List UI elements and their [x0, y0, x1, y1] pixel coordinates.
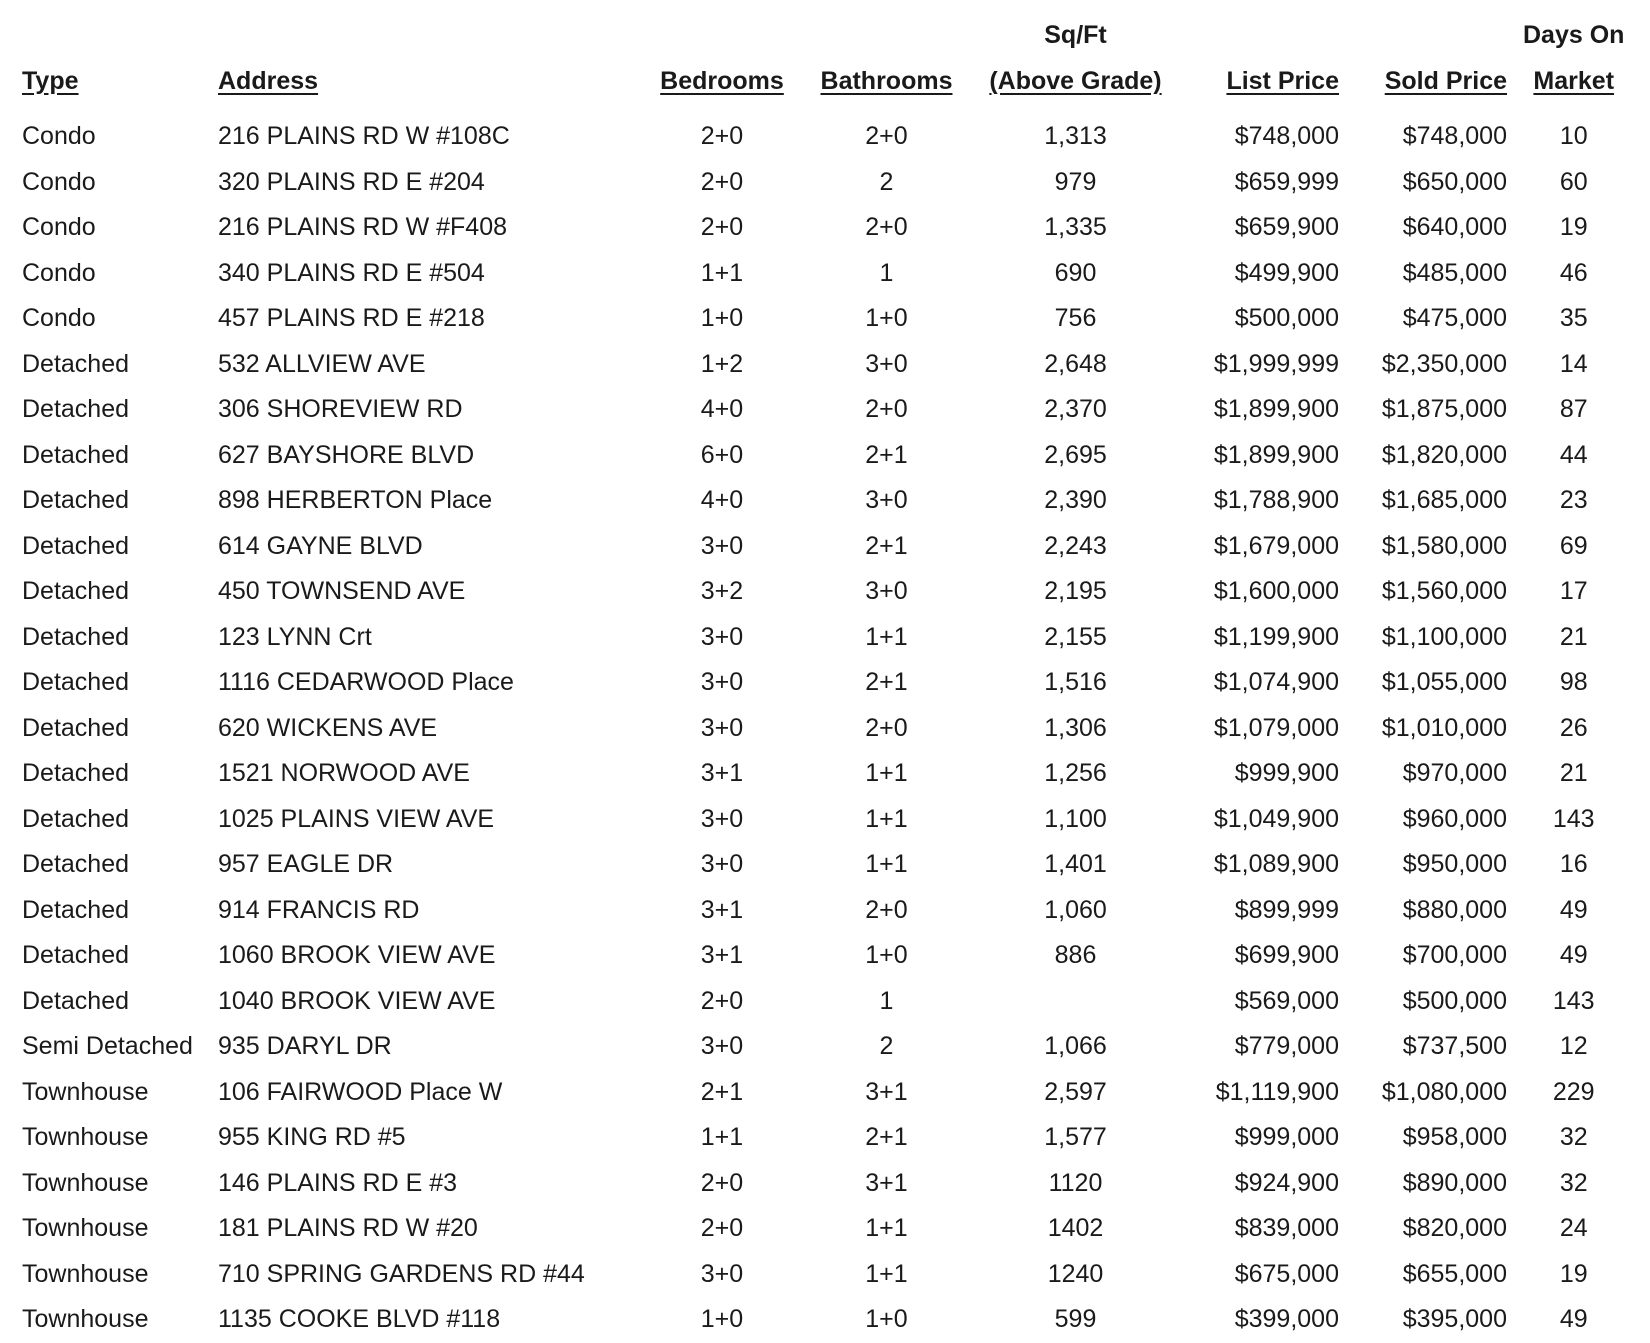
cell-sold-price: $748,000 — [1402, 122, 1507, 151]
cell-sold-price: $970,000 — [1402, 759, 1507, 788]
cell-bedrooms: 3+0 — [700, 531, 744, 560]
cell-sold-price: $1,875,000 — [1381, 395, 1507, 424]
cell-sold-price: $475,000 — [1402, 304, 1507, 333]
cell-list-price: $1,199,900 — [1213, 622, 1339, 651]
header-spacer — [650, 12, 794, 58]
table-row — [14, 1161, 1632, 1207]
cell-bathrooms: 2+0 — [865, 895, 908, 924]
cell-days-on-market: 143 — [1552, 986, 1595, 1015]
cell-days-on-market: 12 — [1559, 1032, 1588, 1061]
cell-bedrooms: 3+1 — [700, 895, 744, 924]
cell-address: 457 PLAINS RD E #218 — [218, 304, 485, 333]
cell-list-price: $699,900 — [1234, 941, 1339, 970]
cell-sold-price: $700,000 — [1402, 941, 1507, 970]
cell-days-on-market: 32 — [1559, 1123, 1588, 1152]
table-row — [14, 108, 1632, 160]
cell-sqft: 886 — [1054, 941, 1097, 970]
cell-type: Detached — [22, 941, 130, 970]
header-type-label: Type — [22, 67, 79, 95]
cell-sold-price: $485,000 — [1402, 258, 1507, 287]
cell-sqft: 2,155 — [1044, 622, 1107, 651]
cell-sqft: 1,256 — [1044, 759, 1107, 788]
cell-list-price: $1,119,900 — [1215, 1077, 1339, 1106]
cell-type: Detached — [22, 895, 130, 924]
cell-sold-price: $1,580,000 — [1381, 531, 1507, 560]
cell-bedrooms: 2+0 — [700, 213, 744, 242]
table-row — [14, 1206, 1632, 1252]
cell-list-price: $1,074,900 — [1213, 668, 1339, 697]
cell-bathrooms: 2+1 — [865, 440, 908, 469]
cell-sqft: 2,390 — [1044, 486, 1107, 515]
cell-sold-price: $2,350,000 — [1381, 349, 1507, 378]
cell-sqft — [979, 979, 1172, 1025]
header-spacer — [1347, 12, 1515, 58]
cell-sold-price: $1,010,000 — [1381, 713, 1507, 742]
cell-type: Townhouse — [22, 1123, 149, 1152]
cell-list-price: $924,900 — [1234, 1168, 1339, 1197]
cell-bedrooms: 3+0 — [700, 1032, 744, 1061]
cell-list-price: $839,000 — [1234, 1214, 1339, 1243]
header-sqft — [979, 58, 1172, 108]
cell-address: 216 PLAINS RD W #108C — [218, 122, 510, 151]
cell-bedrooms: 3+0 — [700, 850, 744, 879]
cell-days-on-market: 32 — [1559, 1168, 1588, 1197]
cell-bathrooms: 2+0 — [865, 213, 908, 242]
cell-sqft: 2,648 — [1044, 349, 1107, 378]
cell-bathrooms: 2+1 — [865, 668, 908, 697]
cell-bathrooms: 1+0 — [865, 304, 908, 333]
table-row — [14, 296, 1632, 342]
cell-type: Townhouse — [22, 1305, 149, 1334]
table-row — [14, 751, 1632, 797]
cell-days-on-market: 16 — [1559, 850, 1588, 879]
table-row — [14, 1297, 1632, 1343]
cell-bathrooms: 2+1 — [865, 531, 908, 560]
header-sold-price-label: Sold Price — [1384, 67, 1507, 95]
cell-address: 1116 CEDARWOOD Place — [218, 668, 514, 697]
table-row — [14, 615, 1632, 661]
cell-bedrooms: 4+0 — [700, 486, 744, 515]
cell-address: 106 FAIRWOOD Place W — [218, 1077, 503, 1106]
cell-sold-price: $820,000 — [1402, 1214, 1507, 1243]
header-spacer — [14, 12, 210, 58]
cell-list-price: $1,600,000 — [1213, 577, 1339, 606]
cell-address: 320 PLAINS RD E #204 — [218, 167, 485, 196]
cell-bathrooms: 3+0 — [865, 349, 908, 378]
cell-bedrooms: 4+0 — [700, 395, 744, 424]
cell-bedrooms: 6+0 — [700, 440, 744, 469]
cell-list-price: $999,000 — [1234, 1123, 1339, 1152]
cell-type: Condo — [22, 122, 96, 151]
cell-type: Townhouse — [22, 1077, 149, 1106]
cell-bedrooms: 2+0 — [700, 1214, 744, 1243]
cell-list-price: $500,000 — [1234, 304, 1339, 333]
cell-days-on-market: 17 — [1559, 577, 1588, 606]
cell-list-price: $1,089,900 — [1213, 850, 1339, 879]
cell-sqft: 2,695 — [1044, 440, 1107, 469]
cell-days-on-market: 21 — [1559, 622, 1588, 651]
sold-listings-table — [14, 12, 1632, 1343]
cell-sqft: 1120 — [1048, 1168, 1103, 1197]
cell-bathrooms: 1+0 — [865, 1305, 908, 1334]
cell-sqft: 1402 — [1047, 1214, 1104, 1243]
cell-list-price: $748,000 — [1234, 122, 1339, 151]
cell-list-price: $1,049,900 — [1213, 804, 1339, 833]
cell-days-on-market: 10 — [1559, 122, 1588, 151]
cell-list-price: $659,900 — [1234, 213, 1339, 242]
cell-type: Detached — [22, 486, 130, 515]
header-list-price-label: List Price — [1226, 67, 1339, 95]
cell-list-price: $1,679,000 — [1213, 531, 1339, 560]
cell-days-on-market: 14 — [1559, 349, 1588, 378]
cell-sold-price: $1,820,000 — [1381, 440, 1507, 469]
table-row — [14, 569, 1632, 615]
cell-bedrooms: 1+1 — [700, 258, 744, 287]
cell-sold-price: $395,000 — [1402, 1305, 1507, 1334]
table-row — [14, 933, 1632, 979]
table-row — [14, 251, 1632, 297]
cell-type: Detached — [22, 668, 130, 697]
cell-sold-price: $650,000 — [1402, 167, 1507, 196]
header-bathrooms-label: Bathrooms — [820, 67, 953, 95]
header-sold-price — [1347, 58, 1515, 108]
header-row-top — [14, 12, 1632, 58]
cell-bathrooms: 1+1 — [865, 759, 908, 788]
header-spacer — [1172, 12, 1347, 58]
cell-list-price: $1,079,000 — [1213, 713, 1339, 742]
cell-bedrooms: 2+0 — [700, 122, 744, 151]
header-sqft-top: Sq/Ft — [1044, 21, 1107, 49]
cell-type: Detached — [22, 986, 130, 1015]
cell-sqft: 1,100 — [1044, 804, 1107, 833]
cell-type: Townhouse — [22, 1168, 149, 1197]
cell-address: 614 GAYNE BLVD — [218, 531, 423, 560]
cell-bedrooms: 3+1 — [700, 941, 744, 970]
cell-sqft: 1,066 — [1044, 1032, 1107, 1061]
cell-sold-price: $958,000 — [1402, 1123, 1507, 1152]
table-row — [14, 1115, 1632, 1161]
cell-list-price: $569,000 — [1234, 986, 1339, 1015]
cell-days-on-market: 87 — [1559, 395, 1588, 424]
cell-days-on-market: 60 — [1559, 167, 1588, 196]
cell-sold-price: $950,000 — [1402, 850, 1507, 879]
cell-days-on-market: 49 — [1559, 1305, 1588, 1334]
cell-address: 935 DARYL DR — [218, 1032, 392, 1061]
cell-address: 955 KING RD #5 — [218, 1123, 406, 1152]
cell-sqft: 2,370 — [1044, 395, 1107, 424]
cell-address: 898 HERBERTON Place — [218, 486, 493, 515]
table-row — [14, 342, 1632, 388]
cell-address: 1060 BROOK VIEW AVE — [218, 941, 496, 970]
header-dom-label: Market — [1533, 67, 1615, 95]
cell-type: Townhouse — [22, 1259, 149, 1288]
cell-days-on-market: 26 — [1559, 713, 1588, 742]
cell-address: 1040 BROOK VIEW AVE — [218, 986, 496, 1015]
cell-list-price: $1,788,900 — [1213, 486, 1339, 515]
cell-sold-price: $1,685,000 — [1381, 486, 1507, 515]
cell-address: 957 EAGLE DR — [218, 850, 394, 879]
cell-address: 181 PLAINS RD W #20 — [218, 1214, 478, 1243]
header-spacer — [210, 12, 650, 58]
cell-days-on-market: 46 — [1559, 258, 1588, 287]
cell-list-price: $1,899,900 — [1213, 395, 1339, 424]
cell-type: Condo — [22, 304, 96, 333]
cell-sqft: 2,243 — [1044, 531, 1107, 560]
cell-list-price: $899,999 — [1234, 895, 1339, 924]
cell-sqft: 1,306 — [1044, 713, 1107, 742]
cell-address: 532 ALLVIEW AVE — [218, 349, 426, 378]
cell-days-on-market: 23 — [1559, 486, 1588, 515]
cell-days-on-market: 24 — [1559, 1214, 1588, 1243]
cell-sqft: 599 — [1054, 1305, 1097, 1334]
table-row — [14, 160, 1632, 206]
cell-sold-price: $1,100,000 — [1381, 622, 1507, 651]
cell-sold-price: $500,000 — [1402, 986, 1507, 1015]
cell-bedrooms: 2+1 — [700, 1077, 744, 1106]
header-dom-top: Days On — [1523, 21, 1625, 49]
cell-bathrooms: 1 — [879, 258, 894, 287]
cell-bathrooms: 3+0 — [865, 486, 908, 515]
cell-type: Condo — [22, 213, 96, 242]
table-row — [14, 433, 1632, 479]
cell-bathrooms: 3+0 — [865, 577, 908, 606]
cell-sqft: 1,516 — [1044, 668, 1107, 697]
cell-days-on-market: 44 — [1559, 440, 1588, 469]
cell-bedrooms: 3+0 — [700, 713, 744, 742]
cell-type: Detached — [22, 850, 130, 879]
cell-bathrooms: 2+0 — [865, 122, 908, 151]
table-row — [14, 524, 1632, 570]
cell-type: Detached — [22, 622, 130, 651]
cell-sold-price: $655,000 — [1402, 1259, 1507, 1288]
cell-bedrooms: 1+1 — [700, 1123, 744, 1152]
cell-sqft: 1,401 — [1044, 850, 1107, 879]
table-row — [14, 205, 1632, 251]
table-header — [14, 12, 1632, 108]
table-body — [14, 108, 1632, 1343]
cell-address: 914 FRANCIS RD — [218, 895, 420, 924]
cell-bathrooms: 2 — [879, 1032, 894, 1061]
cell-type: Detached — [22, 395, 130, 424]
header-type — [14, 58, 210, 108]
cell-bathrooms: 2 — [879, 167, 894, 196]
cell-address: 710 SPRING GARDENS RD #44 — [218, 1259, 585, 1288]
header-address — [210, 58, 650, 108]
header-sqft-label: (Above Grade) — [989, 67, 1162, 95]
cell-sqft: 1,577 — [1044, 1123, 1107, 1152]
cell-list-price: $399,000 — [1234, 1305, 1339, 1334]
cell-sqft: 1240 — [1047, 1259, 1104, 1288]
cell-days-on-market: 69 — [1559, 531, 1588, 560]
cell-days-on-market: 35 — [1559, 304, 1588, 333]
cell-bathrooms: 3+1 — [865, 1077, 908, 1106]
cell-sold-price: $1,560,000 — [1381, 577, 1507, 606]
cell-bathrooms: 2+0 — [865, 395, 908, 424]
cell-bedrooms: 2+0 — [700, 986, 744, 1015]
cell-address: 123 LYNN Crt — [218, 622, 372, 651]
cell-list-price: $1,899,900 — [1213, 440, 1339, 469]
cell-days-on-market: 229 — [1552, 1077, 1595, 1106]
cell-list-price: $675,000 — [1234, 1259, 1339, 1288]
cell-list-price: $1,999,999 — [1213, 349, 1339, 378]
cell-sqft: 2,195 — [1044, 577, 1107, 606]
cell-sqft: 1,335 — [1044, 213, 1107, 242]
cell-bedrooms: 3+0 — [700, 622, 744, 651]
table-row — [14, 478, 1632, 524]
cell-bathrooms: 2+1 — [865, 1123, 908, 1152]
cell-bedrooms: 3+0 — [700, 804, 744, 833]
table-row — [14, 660, 1632, 706]
cell-bedrooms: 3+0 — [700, 668, 744, 697]
table-row — [14, 1024, 1632, 1070]
cell-address: 1025 PLAINS VIEW AVE — [218, 804, 495, 833]
table-row — [14, 1070, 1632, 1116]
cell-type: Detached — [22, 349, 130, 378]
cell-sold-price: $1,055,000 — [1381, 668, 1507, 697]
cell-sold-price: $960,000 — [1402, 804, 1507, 833]
cell-address: 450 TOWNSEND AVE — [218, 577, 466, 606]
cell-type: Detached — [22, 531, 130, 560]
cell-sold-price: $737,500 — [1402, 1032, 1507, 1061]
table-row — [14, 387, 1632, 433]
table-row — [14, 797, 1632, 843]
cell-days-on-market: 19 — [1559, 213, 1588, 242]
cell-type: Townhouse — [22, 1214, 149, 1243]
cell-bedrooms: 3+0 — [700, 1259, 744, 1288]
header-address-label: Address — [218, 67, 319, 95]
cell-address: 306 SHOREVIEW RD — [218, 395, 463, 424]
cell-days-on-market: 19 — [1559, 1259, 1588, 1288]
cell-address: 1135 COOKE BLVD #118 — [218, 1305, 501, 1334]
cell-sqft: 1,060 — [1044, 895, 1107, 924]
cell-type: Semi Detached — [22, 1032, 193, 1061]
table-row — [14, 1252, 1632, 1298]
cell-days-on-market: 143 — [1552, 804, 1595, 833]
table-row — [14, 842, 1632, 888]
cell-list-price: $999,900 — [1234, 759, 1339, 788]
cell-bathrooms: 1+1 — [865, 850, 908, 879]
cell-bedrooms: 2+0 — [700, 1168, 744, 1197]
cell-bedrooms: 2+0 — [700, 167, 744, 196]
table-row — [14, 888, 1632, 934]
cell-sqft: 1,313 — [1044, 122, 1107, 151]
cell-sold-price: $640,000 — [1402, 213, 1507, 242]
cell-days-on-market: 21 — [1559, 759, 1588, 788]
cell-type: Detached — [22, 759, 130, 788]
header-bathrooms — [794, 58, 979, 108]
cell-address: 620 WICKENS AVE — [218, 713, 438, 742]
cell-address: 627 BAYSHORE BLVD — [218, 440, 475, 469]
cell-sold-price: $890,000 — [1402, 1168, 1507, 1197]
cell-bedrooms: 3+2 — [700, 577, 744, 606]
cell-list-price: $659,999 — [1234, 167, 1339, 196]
header-list-price — [1172, 58, 1347, 108]
cell-sqft: 690 — [1054, 258, 1097, 287]
cell-bathrooms: 2+0 — [865, 713, 908, 742]
cell-type: Detached — [22, 577, 130, 606]
header-bedrooms — [650, 58, 794, 108]
cell-bedrooms: 1+2 — [700, 349, 744, 378]
cell-bathrooms: 3+1 — [865, 1168, 908, 1197]
cell-sqft: 2,597 — [1044, 1077, 1107, 1106]
cell-bathrooms: 1+1 — [865, 804, 908, 833]
cell-bathrooms: 1+0 — [865, 941, 908, 970]
cell-address: 146 PLAINS RD E #3 — [218, 1168, 458, 1197]
cell-sqft: 756 — [1054, 304, 1097, 333]
cell-bedrooms: 3+1 — [700, 759, 744, 788]
table-row — [14, 706, 1632, 752]
table-row — [14, 979, 1632, 1025]
cell-type: Detached — [22, 804, 130, 833]
header-bedrooms-label: Bedrooms — [660, 67, 784, 95]
cell-sold-price: $1,080,000 — [1381, 1077, 1507, 1106]
cell-sqft: 979 — [1054, 167, 1097, 196]
cell-bathrooms: 1+1 — [865, 1214, 908, 1243]
cell-type: Condo — [22, 258, 96, 287]
header-dom — [1515, 58, 1632, 108]
cell-bedrooms: 1+0 — [700, 1305, 744, 1334]
cell-address: 1521 NORWOOD AVE — [218, 759, 470, 788]
cell-list-price: $779,000 — [1234, 1032, 1339, 1061]
cell-type: Detached — [22, 440, 130, 469]
cell-address: 216 PLAINS RD W #F408 — [218, 213, 508, 242]
cell-bedrooms: 1+0 — [700, 304, 744, 333]
cell-bathrooms: 1+1 — [865, 622, 908, 651]
cell-address: 340 PLAINS RD E #504 — [218, 258, 485, 287]
cell-bathrooms: 1 — [879, 986, 894, 1015]
cell-list-price: $499,900 — [1234, 258, 1339, 287]
cell-sold-price: $880,000 — [1402, 895, 1507, 924]
header-spacer — [794, 12, 979, 58]
cell-bathrooms: 1+1 — [865, 1259, 908, 1288]
cell-days-on-market: 49 — [1559, 941, 1588, 970]
cell-days-on-market: 49 — [1559, 895, 1588, 924]
cell-type: Detached — [22, 713, 130, 742]
header-row-main — [14, 58, 1632, 108]
cell-days-on-market: 98 — [1559, 668, 1588, 697]
cell-type: Condo — [22, 167, 96, 196]
